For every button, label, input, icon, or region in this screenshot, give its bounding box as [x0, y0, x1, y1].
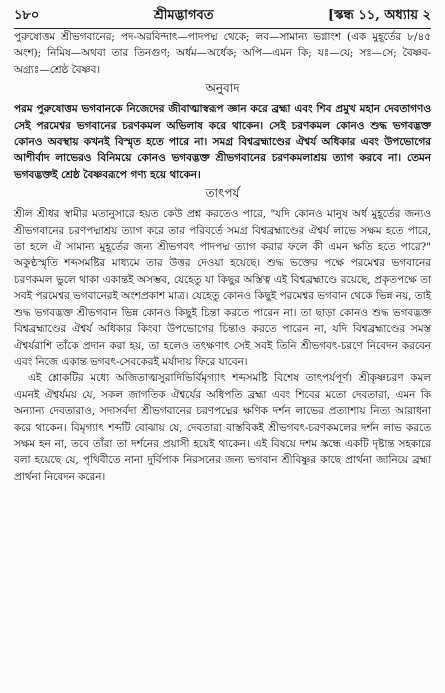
- purport-paragraph-1: শ্রীল শ্রীধর স্বামীর মতানুসারে হয়ত কেউ প্রশ্ন করতেও পারে, "যদি কোনও মানুষ অর্ধ মুহূর্তের জন্যও শ্রীভগবানের চরণপদ্মাশ্রয় ত্যাগ করে তার পরিবর্তে সমগ্র বিশ্বব্রহ্মাণ্ডের ঐশ্বর্য লাভে সক্ষম হতে পারে, তা হলে ঐ সামান্য মুহূর্তের জন্য শ্রীভগবৎ পাদপদ্ম ত্যাগ করার ফলে কী এমন ক্ষতি হতে পারে?" অকুণ্ঠস্মৃতি শব্দসমষ্টির মাধ্যমে তার উত্তর দেওয়া হয়েছে। শুদ্ধ ভক্তের পক্ষে পরমেশ্বর ভগবানের চরণকমল ভুলে থাকা একান্তই অসম্ভব, যেহেতু যা কিছুর অস্তিত্ব এই বিশ্বব্রহ্মাণ্ডে রয়েছে, প্রকৃতপক্ষে তা সবই পরমেশ্বর ভগবানেরই অংশপ্রকাশ মাত্র। যেহেতু কোনও কিছুই পরমেশ্বর ভগবান থেকে ভিন্ন নয়, তাই শুদ্ধ ভগবদ্ভক্ত শ্রীভগবান ভিন্ন কোনও কিছুই চিন্তা করতে পারেন না। তা ছাড়া কোনও শুদ্ধ ভগবদ্ভক্ত বিশ্বব্রহ্মাণ্ডের ঐশ্বর্য অধিকার কিংবা উপভোগের চিন্তাও করতে পারেন না, যদি বিশ্বব্রহ্মাণ্ডের সমস্ত ঐশ্বর্যরাশি তাঁকে প্রদান করা হয়, তা হলেও তৎক্ষণাৎ সেই সবই তিনি শ্রীভগবৎ-চরণে নিবেদন করবেন এবং নিজে একান্ত ভগবৎ-সেবকেরই মর্যাদায় ফিরে যাবেন।: [14, 208, 431, 368]
- purport-heading: তাৎপর্য: [205, 186, 240, 201]
- page-header: [14, 6, 431, 29]
- translation-heading: অনুবাদ: [205, 81, 240, 96]
- purport-paragraph-2: এই শ্লোকটির মধ্যে অজিতাত্মসুরাদিভির্বিমৃগ্যাৎ শব্দসমষ্টি বিশেষ তাৎপর্যপূর্ণ। শ্রীকৃষ্ণচরণ কমল এমনই ঐশ্বর্যময় যে, সকল জাগতিক ঐশ্বর্যের অধিপতি ব্রহ্মা এবং শিবের মতো দেবতারা, এমন কি অন্যান্য দেবতারাও, সদাসর্বদা শ্রীভগবানের চরণপদ্মের ক্ষণিক দর্শন লাভের প্রত্যাশায় নিত্য আরাধনা করে থাকেন। বিমৃগ্যাৎ শব্দটি বোঝায় যে, দেবতারা বাস্তবিকই শ্রীভগবৎ-চরণকমলের দর্শন লাভ করতে সক্ষম হন না, তবে তাঁরা তা দর্শনের প্রয়াসী হয়েই থাকেন। এই বিষয়ে দশম স্কন্ধে একটি দৃষ্টান্ত সহকারে বলা হয়েছে যে, পৃথিবীতে নানা দুর্বিপাক নিরসনের জন্য ভগবান শ্রীবিষ্ণুর কাছে প্রার্থনা জানিয়ে ব্রহ্মা প্রার্থনা নিবেদন করেন।: [14, 372, 431, 483]
- translation-paragraph: পরম পুরুষোত্তম ভগবানকে নিজেদের জীবাত্মাস্বরূপ জ্ঞান করে ব্রহ্মা এবং শিব প্রমুখ মহান দেবতাগণও সেই পরমেশ্বর ভগবানের চরণকমল অভিলাষ করে থাকেন। সেই চরণকমল কোনও শুদ্ধ ভগবদ্ভক্ত কোনও অবস্থায় কখনই বিস্মৃত হতে পারে না। সমগ্র বিশ্বব্রহ্মাণ্ডের ঐশ্বর্য অধিকার এবং উপভোগের আশীর্বাদ লাভেরও বিনিময়ে কোনও ভগবদ্ভক্ত শ্রীভগবানের চরণকমলাশ্রয় ত্যাগ করবে না। তেমন ভগবদ্ভক্তই শ্রেষ্ঠ বৈষ্ণবরূপে গণ্য হয়ে থাকেন।: [14, 103, 431, 181]
- section-label: [স্কন্ধ ১১, অধ্যায় ২: [328, 8, 431, 23]
- page-number: ১৮০: [14, 8, 40, 23]
- book-title: শ্রীমদ্ভাগবত: [153, 8, 214, 23]
- synonyms-paragraph: পুরুষোত্তম শ্রীভগবানের; পদ-অরবিন্দাৎ—পাদপদ্ম থেকে; লব—সামান্য ভগ্নাংশ (এক মুহূর্তের ৮/৪৫ অংশ); নিমিষ—অথবা তার তিনগুণ; অর্ধম—অর্ধেক; অপি—এমন কি; যঃ—যে; সঃ—সে; বৈষ্ণব-অগ্র্যঃ—শ্রেষ্ঠ বৈষ্ণব।: [14, 31, 431, 76]
